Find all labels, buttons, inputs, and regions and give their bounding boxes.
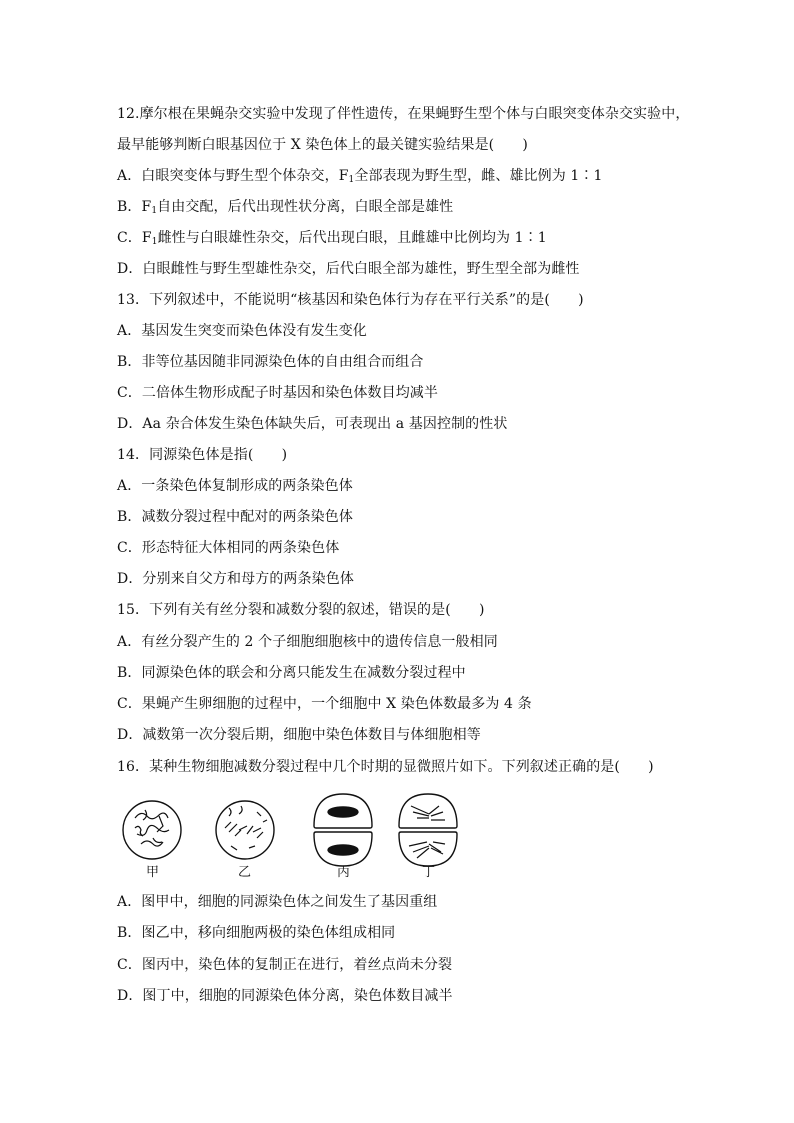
- q16-micrograph-figure: [117, 788, 497, 883]
- q15-stem: 15．下列有关有丝分裂和减数分裂的叙述，错误的是( ): [117, 602, 485, 618]
- q14-option-a: A．一条染色体复制形成的两条染色体: [117, 478, 353, 494]
- q12-stem-line1: 12.摩尔根在果蝇杂交实验中发现了伴性遗传，在果蝇野生型个体与白眼突变体杂交实验中，: [117, 106, 690, 122]
- q16-option-c: C．图丙中，染色体的复制正在进行，着丝点尚未分裂: [117, 957, 453, 973]
- q14-option-c: C．形态特征大体相同的两条染色体: [117, 540, 340, 556]
- q12-option-d: D．白眼雌性与野生型雄性杂交，后代白眼全部为雄性，野生型全部为雌性: [117, 261, 580, 277]
- q13-option-b: B．非等位基因随非同源染色体的自由组合而组合: [117, 354, 424, 370]
- figure-label-jia: 甲: [146, 865, 160, 880]
- q14-stem: 14．同源染色体是指( ): [117, 447, 288, 463]
- q16-option-b: B．图乙中，移向细胞两极的染色体组成相同: [117, 925, 396, 941]
- figure-label-bing: 丙: [337, 865, 351, 880]
- q13-option-d: D．Aa 杂合体发生染色体缺失后，可表现出 a 基因控制的性状: [117, 416, 508, 432]
- q16-option-d: D．图丁中，细胞的同源染色体分离，染色体数目减半: [117, 988, 453, 1004]
- cell-yi: [216, 801, 274, 859]
- q15-option-b: B．同源染色体的联会和分离只能发生在减数分裂过程中: [117, 665, 466, 681]
- figure-label-ding: 丁: [422, 865, 436, 880]
- q16-option-a: A．图甲中，细胞的同源染色体之间发生了基因重组: [117, 894, 438, 910]
- q15-option-d: D．减数第一次分裂后期，细胞中染色体数目与体细胞相等: [117, 727, 481, 743]
- q14-option-d: D．分别来自父方和母方的两条染色体: [117, 571, 354, 587]
- q13-option-c: C．二倍体生物形成配子时基因和染色体数目均减半: [117, 385, 439, 401]
- q13-option-a: A．基因发生突变而染色体没有发生变化: [117, 323, 367, 339]
- q12-option-a: A．白眼突变体与野生型个体杂交，$F_1$全部表现为野生型，雌、雄比例为 1∶1: [117, 168, 603, 185]
- q15-option-a: A．有丝分裂产生的 2 个子细胞细胞核中的遗传信息一般相同: [117, 634, 498, 650]
- figure-label-yi: 乙: [238, 865, 252, 880]
- q15-option-c: C．果蝇产生卵细胞的过程中，一个细胞中 X 染色体数最多为 4 条: [117, 696, 532, 712]
- q16-stem: 16．某种生物细胞减数分裂过程中几个时期的显微照片如下。下列叙述正确的是( ): [117, 759, 654, 775]
- cell-diagrams: [117, 788, 497, 883]
- cell-jia: [123, 801, 181, 859]
- cell-ding: [399, 794, 457, 866]
- q12-option-c: C．$F_1$雌性与白眼雄性杂交，后代出现白眼，且雌雄中比例均为 1∶1: [117, 230, 547, 247]
- q12-stem-line2: 最早能够判断白眼基因位于 X 染色体上的最关键实验结果是( ): [117, 137, 528, 153]
- cell-bing: [314, 794, 372, 866]
- q13-stem: 13．下列叙述中，不能说明“核基因和染色体行为存在平行关系”的是( ): [117, 292, 584, 308]
- q14-option-b: B．减数分裂过程中配对的两条染色体: [117, 509, 353, 525]
- q12-option-b: B．$F_1$自由交配，后代出现性状分离，白眼全部是雄性: [117, 199, 454, 216]
